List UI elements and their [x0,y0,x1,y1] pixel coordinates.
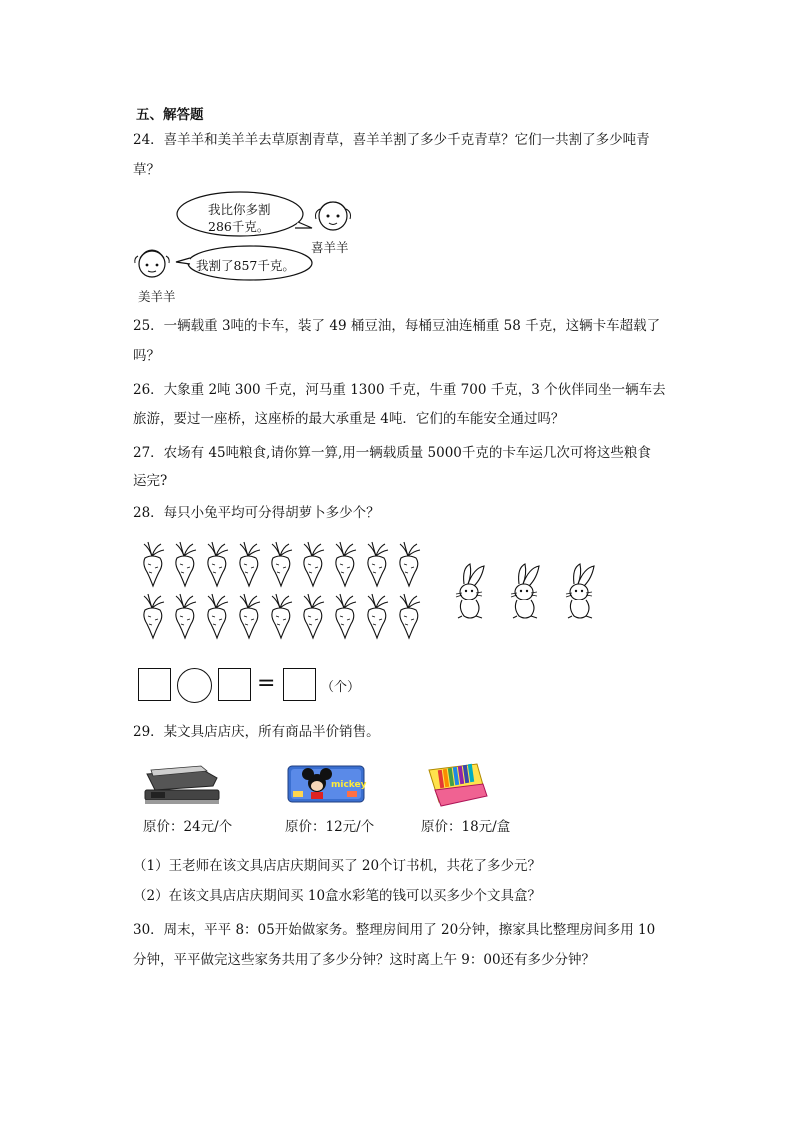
watercolor-pens-icon [425,762,491,810]
q27-line1: 27．农场有 45吨粮食,请你算一算,用一辆载质量 5000千克的卡车运几次可将这些粮食 [133,445,651,461]
carrot-icon [400,594,420,638]
sheep-head-icon-left [135,250,169,277]
section-title: 五、解答题 [136,107,204,123]
q25-line2: 吗？ [133,348,160,364]
carrot-icon [208,594,228,638]
operator-circle[interactable] [177,668,212,703]
carrot-icon [400,542,420,586]
q29-sub2: （2）在该文具店店庆期间买 10盒水彩笔的钱可以买多少个文具盒？ [133,888,542,904]
rabbit-icon [566,564,594,618]
char-right-name: 喜羊羊 [311,240,349,255]
carrot-icon [240,594,260,638]
carrot-icon [304,542,324,586]
answer-box-3[interactable] [283,668,316,701]
carrot-icon [144,542,164,586]
carrot-icon [336,594,356,638]
sheep-head-icon [316,202,351,230]
q25-line1: 25．一辆载重 3吨的卡车，装了 49 桶豆油，每桶豆油连桶重 58 千克，这辆卡车超载了 [133,318,661,334]
carrots-illustration [138,540,438,645]
answer-box-2[interactable] [218,668,251,701]
carrot-icon [144,594,164,638]
carrot-icon [272,594,292,638]
bubble-top-line2: 286千克。 [208,219,270,234]
carrot-icon [208,542,228,586]
carrot-icon [240,542,260,586]
q26-line2: 旅游，要过一座桥，这座桥的最大承重是 4吨．它们的车能安全通过吗？ [133,411,565,427]
carrot-icon [368,594,388,638]
carrot-icon [368,542,388,586]
carrot-icon [176,542,196,586]
stapler-icon [143,760,223,808]
q29-sub1: （1）王老师在该文具店店庆期间买了 20个订书机，共花了多少元？ [133,858,542,874]
q28-line1: 28．每只小兔平均可分得胡萝卜多少个？ [133,505,380,521]
q30-line1: 30．周末，平平 8：05开始做家务。整理房间用了 20分钟，擦家具比整理房间多用 10 [133,922,656,938]
price-stapler: 原价：24元/个 [143,819,233,835]
q29-line1: 29．某文具店店庆，所有商品半价销售。 [133,724,380,740]
q24-line2: 草？ [133,162,160,178]
carrot-icon [304,594,324,638]
rabbit-icon [456,564,484,618]
q27-line2: 运完? [133,473,168,489]
price-watercolor-pens: 原价：18元/盒 [421,819,511,835]
equals-sign: = [257,671,276,696]
rabbits-illustration [450,562,620,624]
bubble-bottom: 我割了857千克。 [196,258,295,273]
rabbit-icon [511,564,539,618]
pencil-box-icon [287,765,365,803]
carrot-icon [336,542,356,586]
q24-line1: 24．喜羊羊和美羊羊去草原割青草，喜羊羊割了多少千克青草？它们一共割了多少吨青 [133,132,650,148]
char-left-name: 美羊羊 [138,289,176,304]
carrot-icon [176,594,196,638]
q30-line2: 分钟，平平做完这些家务共用了多少分钟？这时离上午 9：00还有多少分钟？ [133,952,596,968]
svg-text:mickey: mickey [331,780,367,790]
q26-line1: 26．大象重 2吨 300 千克，河马重 1300 千克，牛重 700 千克，3 个伙伴同坐一辆车去 [133,382,666,398]
unit-label: （个） [321,680,361,695]
price-pencil-box: 原价：12元/个 [285,819,375,835]
carrot-icon [272,542,292,586]
answer-box-1[interactable] [138,668,171,701]
bubble-top-line1: 我比你多割 [208,202,271,217]
